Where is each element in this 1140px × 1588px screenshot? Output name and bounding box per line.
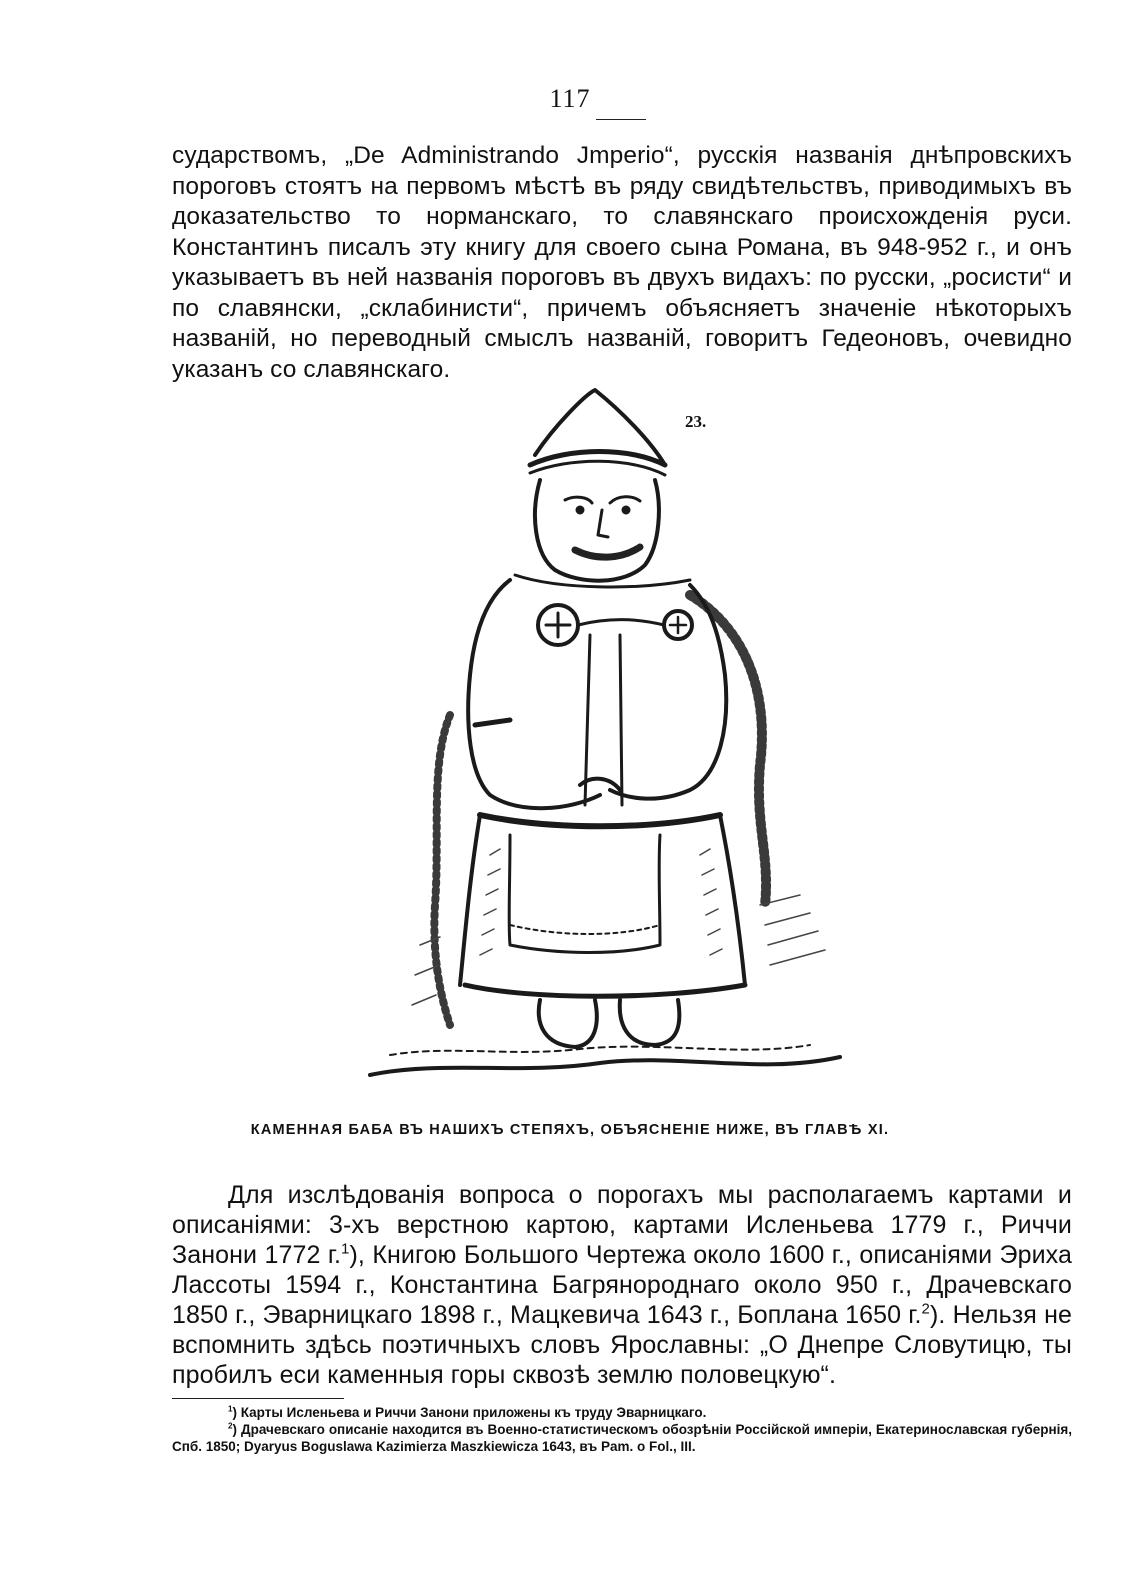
footnote-1-text: ) Карты Исленьева и Риччи Занони приложены къ труду Эварницкаго. bbox=[232, 1405, 707, 1420]
figure-caption: КАМЕННАЯ БАБА ВЪ НАШИХЪ СТЕПЯХЪ, ОБЪЯСНЕНІЕ НИЖЕ, ВЪ ГЛАВѢ XI. bbox=[250, 1122, 890, 1138]
paragraph-2 bbox=[172, 1180, 1072, 1390]
page-number: 117 bbox=[549, 84, 591, 113]
page-number-rule bbox=[596, 119, 646, 120]
figure-number: 23. bbox=[685, 412, 707, 431]
footnote-1 bbox=[172, 1404, 1072, 1421]
paragraph-2-part-2: ), Книгою Большого Чертежа около 1600 г., описаніями Эриха Лассоты 1594 г., Константина Багрянороднаго около 950 г., Драчевскаго 1850 г., Эварницкаго 1898 г., Мацкевича 1643 г., Боплана 1650 г. bbox=[172, 1241, 1073, 1329]
footnote-2-mark: 2 bbox=[228, 1421, 233, 1431]
footnote-2-text: ) Драчевскаго описаніе находится въ Военно-статистическомъ обозрѣніи Россійской имперіи, Екатеринославская губернія, Спб. 1850; Dyaryus Boguslawa Kazimierza Maszkiewicza 1643, въ Pam. o Fol., III. bbox=[172, 1422, 1072, 1454]
footnote-1-mark: 1 bbox=[228, 1404, 233, 1414]
footnote-ref-1: 1 bbox=[341, 1240, 350, 1258]
paragraph-2-part-3: ). Нельзя не вспомнить здѣсь поэтичныхъ словъ Ярославны: „О Днепре Словутицю, ты пробилъ еси каменныя горы сквозѣ землю половецкую“. bbox=[172, 1301, 1072, 1389]
footnotes bbox=[172, 1404, 1072, 1455]
footnote-2 bbox=[172, 1421, 1072, 1455]
paragraph-1: сударствомъ, „De Administrando Jmperio“, русскія названія днѣпровскихъ пороговъ стоятъ на первомъ мѣстѣ въ ряду свидѣтельствъ, приводимыхъ въ доказательство то норманскаго, то славянскаго происхожденія руси. Константинъ писалъ эту книгу для своего сына Романа, въ 948-952 г., и онъ указываетъ въ ней названія пороговъ въ двухъ видахъ: по русски, „росисти“ и по славянски, „склабинисти“, причемъ объясняетъ значеніе нѣкоторыхъ названій, но переводный смыслъ названій, говоритъ Гедеоновъ, очевидно указанъ со славянскаго. bbox=[172, 142, 1072, 383]
footnote-rule bbox=[172, 1398, 344, 1399]
paragraph-2-part-1: Для изслѣдованія вопроса о порогахъ мы располагаемъ картами и описаніями: 3-хъ верстною картою, картами Исленьева 1779 г., Риччи Занони 1772 г. bbox=[172, 1181, 1072, 1269]
footnote-ref-2: 2 bbox=[921, 1300, 930, 1318]
stone-idol-illustration bbox=[360, 385, 860, 1085]
